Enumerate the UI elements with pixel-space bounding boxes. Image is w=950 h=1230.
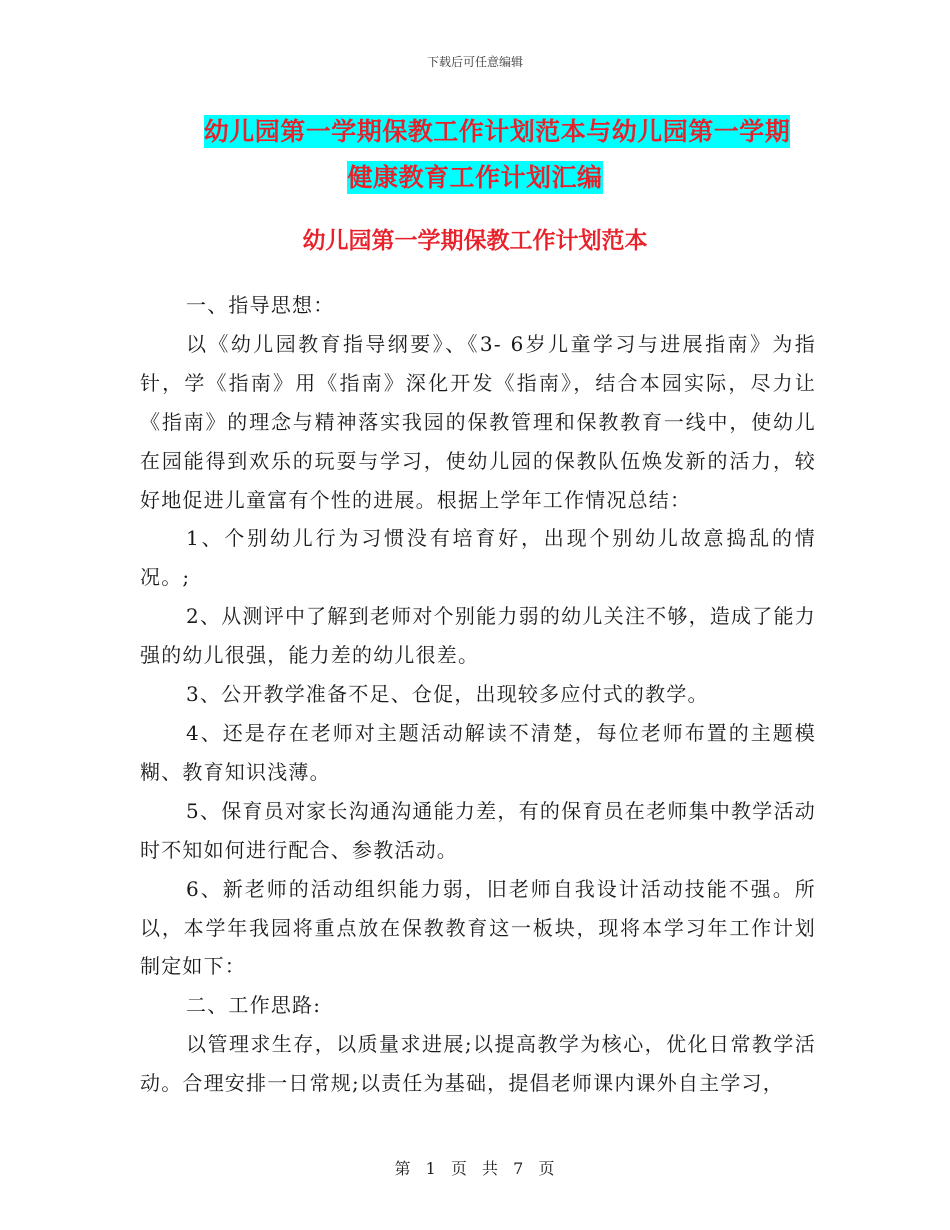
footer-total-prefix: 共	[482, 1159, 500, 1178]
footer-mid: 页	[450, 1159, 468, 1178]
paragraph: 以《幼儿园教育指导纲要》、《3- 6岁儿童学习与进展指南》为指针，学《指南》用《指南》深化开发《指南》，结合本园实际，尽力让《指南》的理念与精神落实我园的保教管理和保教教育一线中，使幼儿在园能得到欢乐的玩耍与学习，使幼儿园的保教队伍焕发新的活力，较好地促进儿童富有个性的进展。根据上学年工作情况总结：	[140, 331, 816, 512]
paragraph: 2、从测评中了解到老师对个别能力弱的幼儿关注不够，造成了能力强的幼儿很强，能力差的幼儿很差。	[140, 604, 816, 668]
footer-prefix: 第	[394, 1159, 412, 1178]
section-title: 幼儿园第一学期保教工作计划范本	[302, 227, 648, 254]
paragraph: 1、个别幼儿行为习惯没有培育好，出现个别幼儿故意捣乱的情况。;	[140, 526, 816, 590]
paragraph: 5、保育员对家长沟通沟通能力差，有的保育员在老师集中教学活动时不知如何进行配合、参教活动。	[140, 798, 816, 862]
main-title-line-1	[0, 112, 950, 148]
footer-suffix: 页	[538, 1159, 556, 1178]
paragraph: 4、还是存在老师对主题活动解读不清楚，每位老师布置的主题模糊、教育知识浅薄。	[140, 720, 816, 784]
body-text	[140, 286, 816, 1103]
footer-page-current: 1	[425, 1159, 437, 1178]
paragraph: 以管理求生存，以质量求进展;以提高教学为核心，优化日常教学活动。合理安排一日常规;以责任为基础，提倡老师课内课外自主学习，	[140, 1032, 816, 1096]
main-title-line-2-text: 健康教育工作计划汇编	[347, 163, 603, 192]
header-note: 下载后可任意编辑	[426, 55, 523, 69]
paragraph: 3、公开教学准备不足、仓促，出现较多应付式的教学。	[186, 682, 709, 707]
paragraph: 6、新老师的活动组织能力弱，旧老师自我设计活动技能不强。所以，本学年我园将重点放在保教教育这一板块，现将本学习年工作计划制定如下：	[140, 876, 816, 979]
page-footer	[0, 1156, 950, 1179]
paragraph-heading-2: 二、工作思路:	[186, 993, 322, 1018]
main-title-line-2	[0, 158, 950, 194]
main-title-line-1-text: 幼儿园第一学期保教工作计划范本与幼儿园第一学期	[203, 117, 791, 146]
footer-page-total: 7	[513, 1159, 525, 1178]
paragraph-heading-1: 一、指导思想：	[186, 293, 335, 317]
